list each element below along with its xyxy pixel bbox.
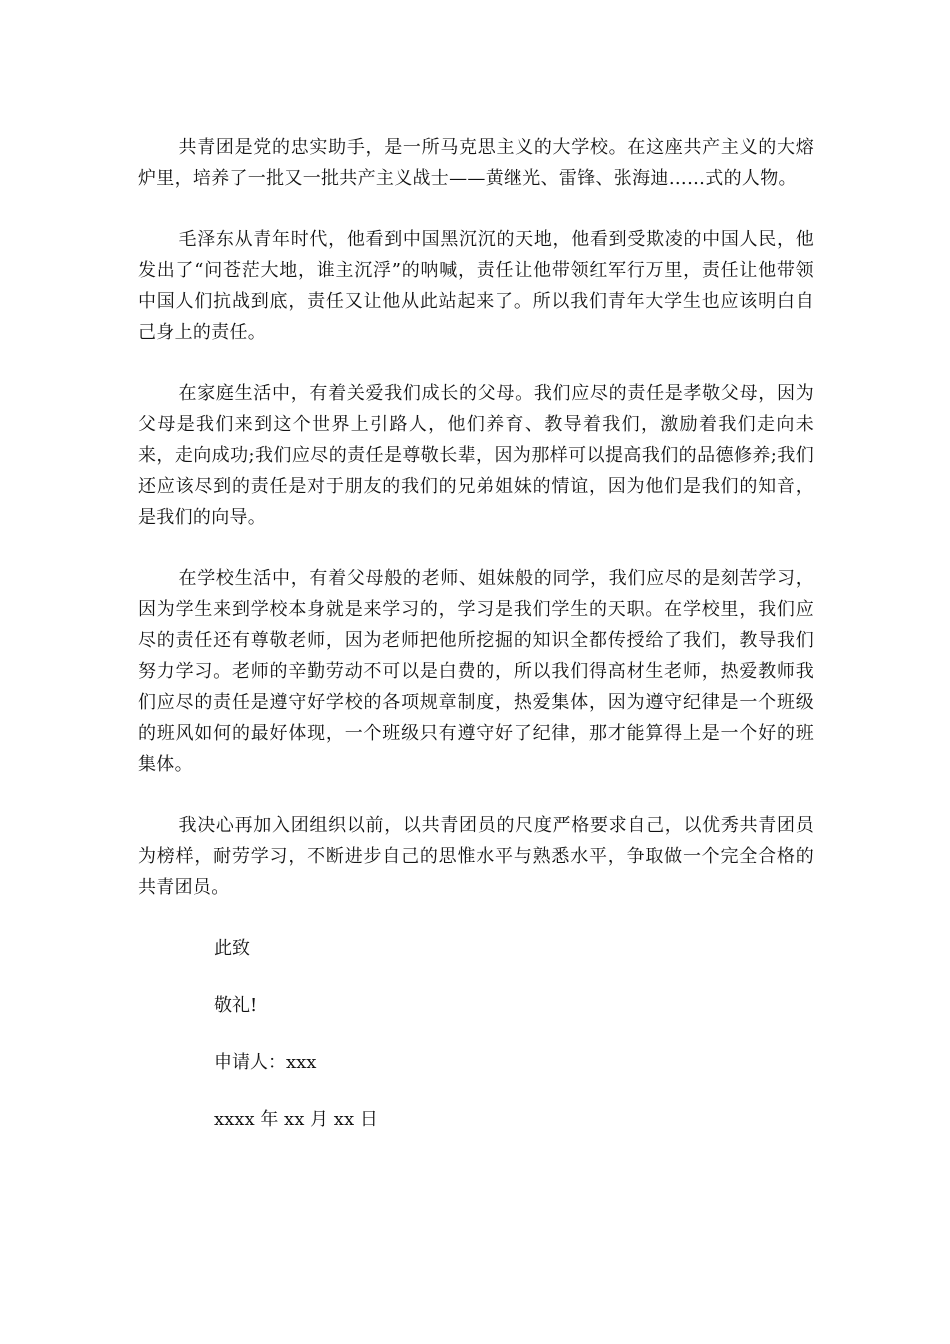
closing-salutation: 此致 — [214, 938, 250, 959]
paragraph-2: 毛泽东从青年时代，他看到中国黑沉沉的天地，他看到受欺凌的中国人民，他发出了“问苍茫大地，谁主沉浮”的呐喊，责任让他带领红军行万里，责任让他带领中国人们抗战到底，责任又让他从此站起来了。所以我们青年大学生也应该明白自己身上的责任。 — [138, 229, 814, 343]
paragraph-3: 在家庭生活中，有着关爱我们成长的父母。我们应尽的责任是孝敬父母，因为父母是我们来到这个世界上引路人，他们养育、教导着我们，激励着我们走向未来，走向成功;我们应尽的责任是尊敬长辈，因为那样可以提高我们的品德修养;我们还应该尽到的责任是对于朋友的我们的兄弟姐妹的情谊，因为他们是我们的知音，是我们的向导。 — [138, 383, 814, 528]
paragraph-4: 在学校生活中，有着父母般的老师、姐妹般的同学，我们应尽的是刻苦学习，因为学生来到学校本身就是来学习的，学习是我们学生的天职。在学校里，我们应尽的责任还有尊敬老师，因为老师把他所挖掘的知识全都传授给了我们，教导我们努力学习。老师的辛勤劳动不可以是白费的，所以我们得高材生老师，热爱教师我们应尽的责任是遵守好学校的各项规章制度，热爱集体，因为遵守纪律是一个班级的班风如何的最好体现，一个班级只有遵守好了纪律，那才能算得上是一个好的班集体。 — [138, 568, 814, 775]
document-body — [138, 132, 814, 1161]
closing-regards: 敬礼! — [214, 995, 258, 1016]
paragraph-5: 我决心再加入团组织以前，以共青团员的尺度严格要求自己，以优秀共青团员为榜样，耐劳学习，不断进步自己的思惟水平与熟悉水平，争取做一个完全合格的共青团员。 — [138, 815, 814, 898]
closing-date: xxxx 年 xx 月 xx 日 — [214, 1109, 378, 1130]
paragraph-1: 共青团是党的忠实助手，是一所马克思主义的大学校。在这座共产主义的大熔炉里，培养了一批又一批共产主义战士——黄继光、雷锋、张海迪……式的人物。 — [138, 137, 814, 189]
closing-applicant: 申请人：xxx — [214, 1052, 317, 1073]
